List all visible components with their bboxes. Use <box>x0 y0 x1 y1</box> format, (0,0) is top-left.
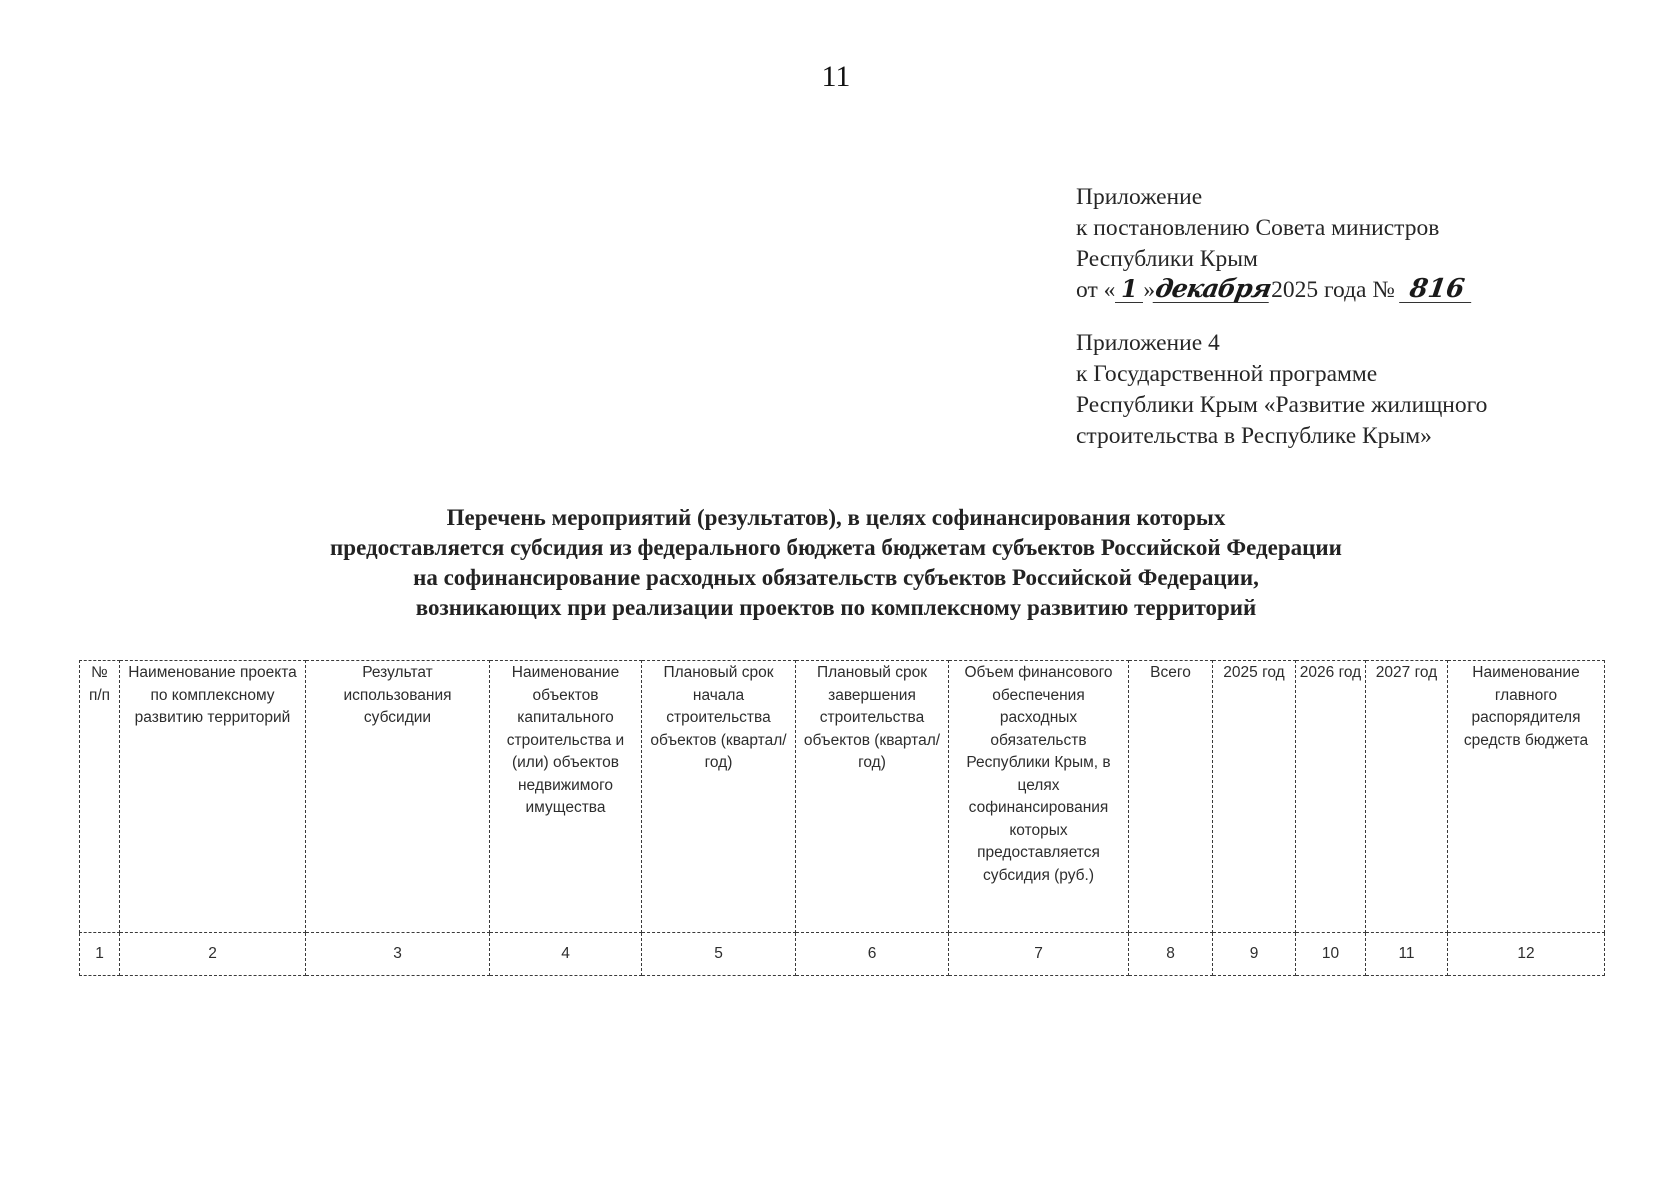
document-title <box>150 503 1522 623</box>
title-line-4: возникающих при реализации проектов по комплексному развитию территорий <box>415 595 1257 620</box>
measures-table-wrapper <box>79 660 1604 976</box>
header-cell-year-2027: 2027 год <box>1366 661 1448 933</box>
appendix-line-2: к Государственной программе <box>1076 361 1378 387</box>
header-cell-objects-name: Наименование объектов капитального строительства и (или) объектов недвижимого имущества <box>490 661 642 933</box>
header-cell-number: № п/п <box>80 661 120 933</box>
appendix-line-3: Республики Крым «Развитие жилищного <box>1076 392 1488 418</box>
header-cell-total: Всего <box>1129 661 1213 933</box>
title-line-1: Перечень мероприятий (результатов), в целях софинансирования которых <box>446 505 1226 530</box>
header-cell-start-date: Плановый срок начала строительства объектов (квартал/год) <box>642 661 796 933</box>
measures-table <box>79 660 1605 976</box>
date-prefix: от « <box>1076 277 1116 303</box>
approval-line-3: Республики Крым <box>1076 246 1258 272</box>
column-number-cell: 2 <box>120 933 306 976</box>
approval-line-2: к постановлению Совета министров <box>1076 215 1440 241</box>
column-number-cell: 11 <box>1366 933 1448 976</box>
column-number-cell: 7 <box>949 933 1129 976</box>
page-number: 11 <box>821 60 851 93</box>
column-number-cell: 6 <box>796 933 949 976</box>
handwritten-month: декабря <box>1153 274 1274 303</box>
table-number-row <box>80 933 1605 976</box>
column-number-cell: 12 <box>1448 933 1605 976</box>
header-cell-year-2025: 2025 год <box>1213 661 1296 933</box>
column-number-cell: 10 <box>1296 933 1366 976</box>
title-line-2: предоставляется субсидия из федерального бюджета бюджетам субъектов Российской Федерации <box>330 535 1342 560</box>
approval-block <box>1076 182 1636 452</box>
date-mid: » <box>1143 277 1156 303</box>
column-number-cell: 5 <box>642 933 796 976</box>
column-number-cell: 3 <box>306 933 490 976</box>
header-cell-year-2026: 2026 год <box>1296 661 1366 933</box>
handwritten-day: 1 <box>1115 276 1143 303</box>
approval-date-line <box>1076 275 1636 306</box>
table-header-row <box>80 661 1605 933</box>
handwritten-doc-number: 816 <box>1399 276 1475 303</box>
approval-line-1: Приложение <box>1076 184 1203 210</box>
date-suffix: 2025 года № <box>1271 277 1401 303</box>
header-cell-project-name: Наименование проекта по комплексному развитию территорий <box>120 661 306 933</box>
header-cell-end-date: Плановый срок завершения строительства объектов (квартал/год) <box>796 661 949 933</box>
appendix-line-1: Приложение 4 <box>1076 330 1220 356</box>
header-cell-funding-volume: Объем финансового обеспечения расходных обязательств Республики Крым, в целях софинансирования которых предоставляется субсидия (руб.) <box>949 661 1129 933</box>
column-number-cell: 1 <box>80 933 120 976</box>
title-line-3: на софинансирование расходных обязательств субъектов Российской Федерации, <box>413 565 1259 590</box>
column-number-cell: 9 <box>1213 933 1296 976</box>
column-number-cell: 4 <box>490 933 642 976</box>
appendix-line-4: строительства в Республике Крым» <box>1076 423 1432 449</box>
header-cell-budget-manager: Наименование главного распорядителя средств бюджета <box>1448 661 1605 933</box>
column-number-cell: 8 <box>1129 933 1213 976</box>
header-cell-result: Результат использования субсидии <box>306 661 490 933</box>
